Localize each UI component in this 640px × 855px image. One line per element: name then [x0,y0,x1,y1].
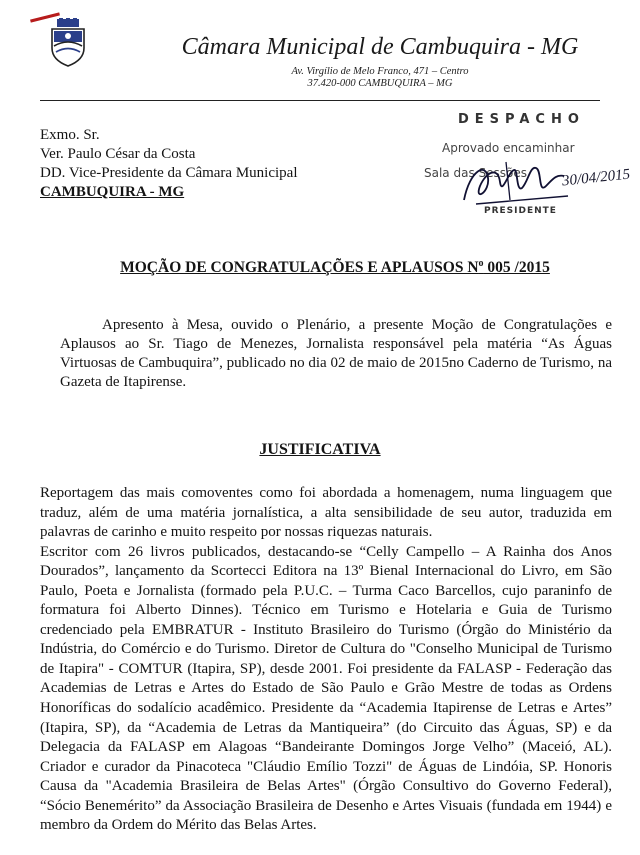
motion-title-prefix: MOÇÃO DE CONGRATULAÇÕES E APLAUSOS N [120,259,479,276]
despacho-stamp [424,110,631,220]
justificativa-heading: JUSTIFICATIVA [259,441,381,458]
addressee-name: Ver. Paulo César da Costa [40,146,196,162]
stamp-role: PRESIDENTE [484,206,557,216]
stamp-approval: Aprovado encaminhar [442,141,575,155]
intro-paragraph [60,316,612,392]
justificativa-paragraph-2: Escritor com 26 livros publicados, destacando-se “Celly Campello – A Rainha dos Anos Dourados”, lançamento da Scortecci Editora na 13º Bienal Internacional do Livro, em São Paulo, Poeta e Jornalista (formado pela P.U.C. – Turma Caco Barcellos, cujo paraninfo de formatura foi Alberto Dinnes). Técnico em Turismo e Hotelaria e Guia de Turismo credenciado pela EMBRATUR - Instituto Brasileiro do Turismo (Órgão do Ministério da Indústria, do Comércio e do Turismo. Diretor de Cultura do "Conselho Municipal de Turismo de Itapira" - COMTUR (Itapira, SP), desde 2001. Foi presidente da FALASP - Federação das Academias de Letras e Artes do Estado de São Paulo e Grão Mestre de todas as Ordens Honoríficas do sodalício acadêmico. Presidente da “Academia Itapirense de Letras e Artes” (Itapira, SP), da “Academia de Letras da Mantiqueira” (do Circuito das Águas, SP) e da Delegacia da FALASP em Alagoas “Bandeirante Domingos Jorge Velho” (Maceió, AL). Criador e curador da Pinacoteca "Cláudio Emílio Tozzi" de Águas de Lindóia, SP. Honoris Causa da "Academia Brasileira de Belas Artes" (Órgão Consultivo do Governo Federal), “Sócio Benemérito” da Associação Brasileira de Desenho e Artes Visuais (fundada em 1944) e membro da Ordem do Mérito das Belas Artes. [40,543,612,834]
addressee-city: CAMBUQUIRA - MG [40,184,185,200]
chamber-title: Câmara Municipal de Cambuquira - MG [181,34,579,60]
stamp-session-room: Sala das Sessões [424,166,527,180]
address-line-2: 37.420-000 CAMBUQUIRA – MG [307,78,453,89]
addressee-block [40,126,298,202]
address-line-1: Av. Virgílio de Melo Franco, 471 – Centro [291,66,469,77]
chamber-address [0,66,640,90]
intro-text: Apresento à Mesa, ouvido o Plenário, a presente Moção de Congratulações e Aplausos ao Sr. Tiago de Menezes, Jornalista responsável pela matéria “As Águas Virtuosas de Cambuquira”, publicado no dia 02 de maio de 2015no Caderno de Turismo, na Gazeta de Itapirense. [60,317,612,390]
stamp-title: DESPACHO [458,112,585,127]
justificativa-paragraph-1: Reportagem das mais comoventes como foi abordada a homenagem, numa linguagem que traduz, além de uma matéria jornalística, a alta sensibilidade de seu autor, traduzida em palavras de carinho e muito respeito por nossas riquezas naturais. [40,485,612,541]
motion-number: 005 /2015 [483,259,550,276]
stamp-date: 30/04/2015 [561,166,631,190]
president-signature [456,152,576,212]
addressee-role: DD. Vice-Presidente da Câmara Municipal [40,165,298,181]
header-divider [40,100,600,101]
addressee-salutation: Exmo. Sr. [40,127,100,143]
motion-title-sup: o [478,258,484,269]
justificativa-body [40,484,612,836]
motion-title [0,258,640,277]
